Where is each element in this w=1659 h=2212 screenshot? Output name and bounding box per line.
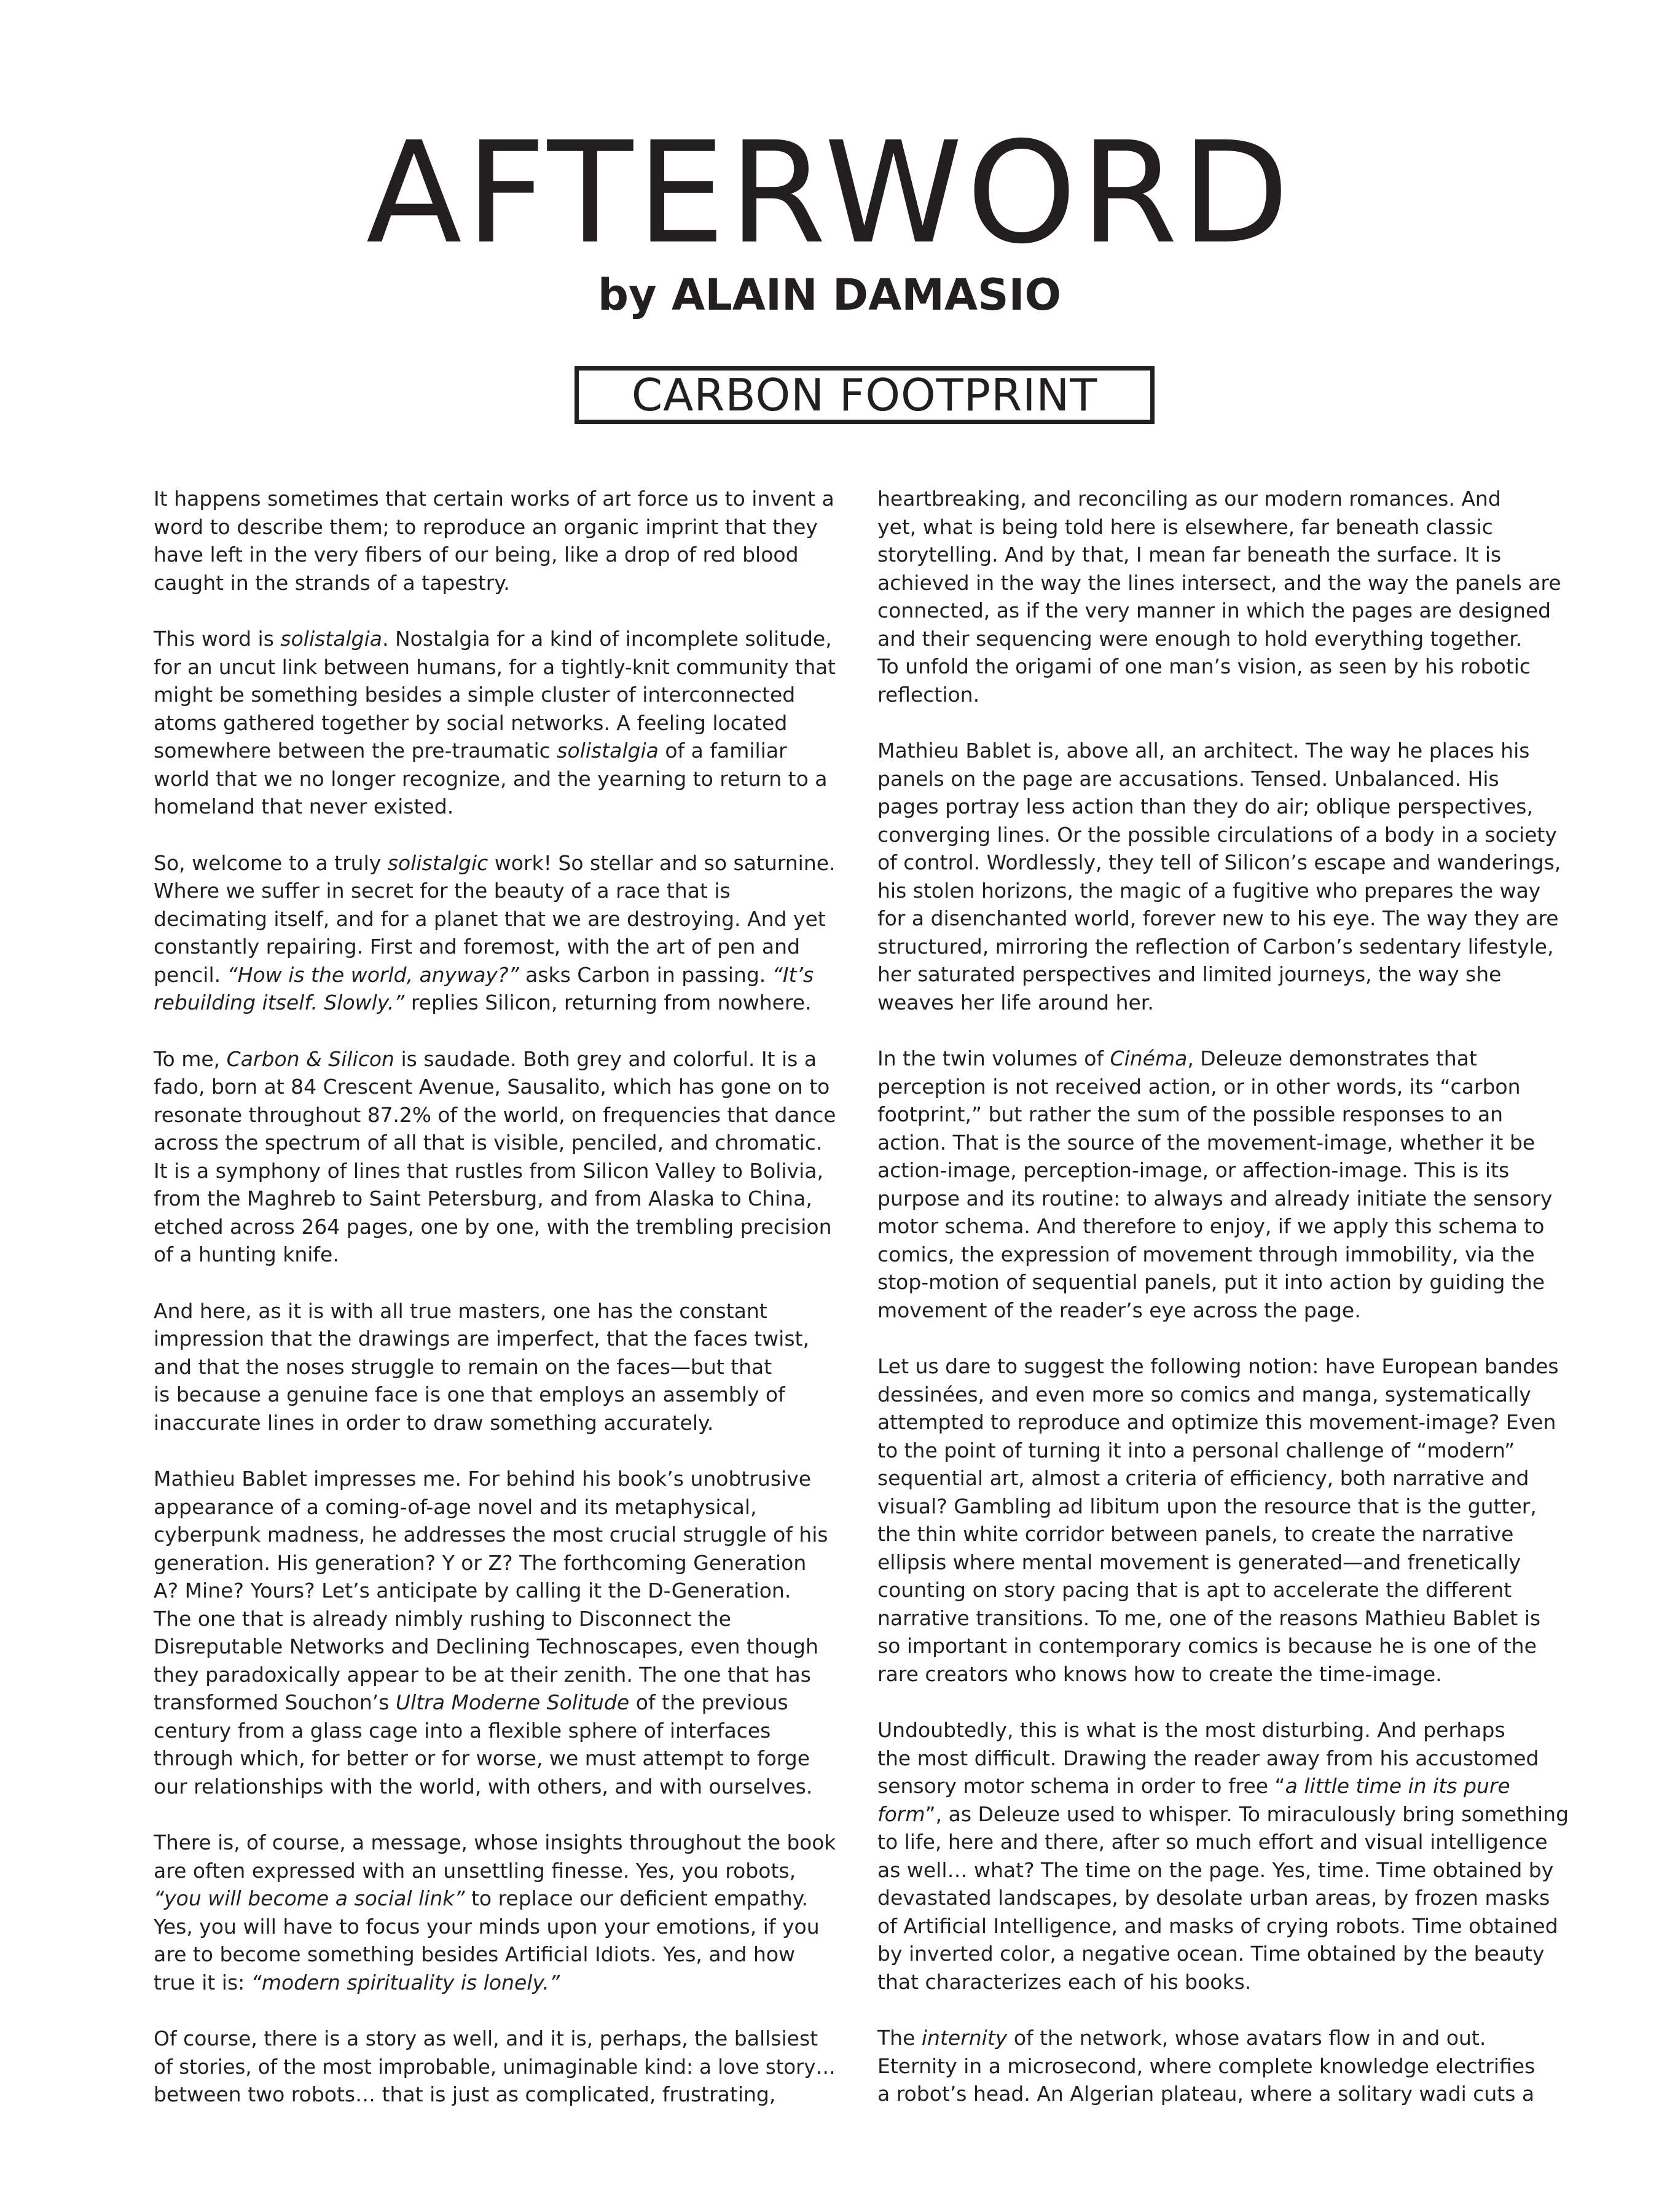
text-line: form”, as Deleuze used to whisper. To miraculously bring something: [877, 1802, 1569, 1826]
page-title: AFTERWORD: [366, 111, 1293, 275]
text-line: through which, for better or for worse, we must attempt to forge: [154, 1746, 810, 1770]
text-line: ellipsis where mental movement is generated—and frenetically: [877, 1550, 1521, 1574]
text-line: caught in the strands of a tapestry.: [154, 570, 510, 595]
text-line: constantly repairing. First and foremost, with the art of pen and: [154, 935, 801, 959]
text-line: are to become something besides Artificial Idiots. Yes, and how: [154, 1942, 796, 1966]
text-line: Of course, there is a story as well, and it is, perhaps, the ballsiest: [154, 2026, 818, 2050]
text-line: sensory motor schema in order to free “a little time in its pure: [877, 1774, 1510, 1798]
text-line: his stolen horizons, the magic of a fugitive who prepares the way: [877, 878, 1541, 903]
text-line: inaccurate lines in order to draw something accurately.: [154, 1410, 714, 1435]
text-line: visual? Gambling ad libitum upon the resource that is the gutter,: [877, 1494, 1537, 1518]
text-line: the thin white corridor between panels, to create the narrative: [877, 1522, 1514, 1546]
text-line: stop-motion of sequential panels, put it into action by guiding the: [877, 1270, 1545, 1294]
text-line: from the Maghreb to Saint Petersburg, and from Alaska to China,: [154, 1186, 812, 1210]
text-line: Let us dare to suggest the following notion: have European bandes: [877, 1354, 1559, 1378]
text-line: of control. Wordlessly, they tell of Silicon’s escape and wanderings,: [877, 850, 1561, 874]
text-line: of stories, of the most improbable, unimaginable kind: a love story…: [154, 2054, 836, 2079]
paragraph: [877, 1716, 1584, 1996]
text-line: her saturated perspectives and limited journeys, the way she: [877, 962, 1502, 986]
text-line: weaves her life around her.: [877, 990, 1154, 1014]
text-line: pencil. “How is the world, anyway?” asks Carbon in passing. “It’s: [154, 962, 814, 987]
text-line: to the point of turning it into a personal challenge of “modern”: [877, 1438, 1515, 1462]
text-line: rare creators who knows how to create the time-image.: [877, 1661, 1442, 1686]
text-line: converging lines. Or the possible circulations of a body in a society: [877, 822, 1557, 847]
paragraph: [877, 485, 1584, 708]
text-line: dessinées, and even more so comics and manga, systematically: [877, 1382, 1531, 1406]
text-line: Where we suffer in secret for the beauty of a race that is: [154, 879, 731, 903]
left-column: [154, 485, 836, 2137]
text-line: our relationships with the world, with others, and with ourselves.: [154, 1774, 813, 1798]
text-line: between two robots… that is just as complicated, frustrating,: [154, 2082, 776, 2106]
text-line: and their sequencing were enough to hold everything together.: [877, 626, 1523, 651]
text-line: that characterizes each of his books.: [877, 1969, 1252, 1994]
text-line: achieved in the way the lines intersect, and the way the panels are: [877, 570, 1561, 595]
text-line: footprint,” but rather the sum of the possible responses to an: [877, 1102, 1504, 1126]
text-line: across the spectrum of all that is visible, penciled, and chromatic.: [154, 1131, 823, 1155]
text-line: panels on the page are accusations. Tensed. Unbalanced. His: [877, 766, 1499, 791]
text-line: world that we no longer recognize, and the yearning to return to a: [154, 766, 828, 791]
text-line: fado, born at 84 Crescent Avenue, Sausalito, which has gone on to: [154, 1075, 830, 1099]
text-line: comics, the expression of movement through immobility, via the: [877, 1242, 1535, 1266]
text-line: So, welcome to a truly solistalgic work! So stellar and so saturnine.: [154, 850, 836, 875]
text-line: so important in contemporary comics is because he is one of the: [877, 1634, 1537, 1658]
text-line: atoms gathered together by social networks. A feeling located: [154, 710, 788, 735]
text-line: impression that the drawings are imperfect, that the faces twist,: [154, 1327, 809, 1351]
text-line: And here, as it is with all true masters, one has the constant: [154, 1298, 767, 1323]
text-line: This word is solistalgia. Nostalgia for a kind of incomplete solitude,: [154, 627, 832, 651]
section-title: CARBON FOOTPRINT: [631, 369, 1098, 421]
text-line: Eternity in a microsecond, where complete knowledge electrifies: [877, 2053, 1535, 2078]
text-line: might be something besides a simple cluster of interconnected: [154, 683, 796, 707]
text-line: decimating itself, and for a planet that we are destroying. And yet: [154, 906, 826, 931]
text-line: they paradoxically appear to be at their zenith. The one that has: [154, 1662, 811, 1687]
text-line: yet, what is being told here is elsewhere, far beneath classic: [877, 514, 1493, 539]
text-line: storytelling. And by that, I mean far beneath the surface. It is: [877, 543, 1502, 567]
text-line: of a hunting knife.: [154, 1242, 339, 1266]
paragraph: [154, 1297, 836, 1437]
paragraph: [154, 625, 836, 821]
text-line: and that the noses struggle to remain on the faces—but that: [154, 1354, 772, 1379]
text-line: are often expressed with an unsettling finesse. Yes, you robots,: [154, 1858, 796, 1883]
text-line: Undoubtedly, this is what is the most disturbing. And perhaps: [877, 1718, 1505, 1742]
paragraph: [154, 1465, 836, 1800]
paragraph: [154, 485, 836, 597]
text-line: for a disenchanted world, forever new to his eye. The way they are: [877, 906, 1559, 930]
paragraph: [877, 737, 1584, 1016]
text-line: Mathieu Bablet impresses me. For behind his book’s unobtrusive: [154, 1467, 812, 1491]
text-line: etched across 264 pages, one by one, with the trembling precision: [154, 1214, 832, 1239]
text-line: generation. His generation? Y or Z? The forthcoming Generation: [154, 1550, 807, 1575]
text-line: transformed Souchon’s Ultra Moderne Solitude of the previous: [154, 1690, 788, 1714]
text-line: a robot’s head. An Algerian plateau, where a solitary wadi cuts a: [877, 2082, 1535, 2106]
text-line: reflection.: [877, 682, 980, 707]
section-title-box: [575, 366, 1155, 424]
text-line: have left in the very fibers of our being, like a drop of red blood: [154, 543, 799, 567]
text-line: Yes, you will have to focus your minds upon your emotions, if you: [154, 1914, 820, 1939]
paragraph: [154, 1045, 836, 1269]
text-line: somewhere between the pre-traumatic solistalgia of a familiar: [154, 739, 787, 763]
paragraph: [877, 1352, 1584, 1688]
text-line: connected, as if the very manner in which the pages are designed: [877, 598, 1551, 622]
text-line: pages portray less action than they do air; oblique perspectives,: [877, 794, 1533, 818]
text-line: There is, of course, a message, whose insights throughout the book: [154, 1830, 836, 1854]
text-line: to life, here and there, after so much effort and visual intelligence: [877, 1830, 1548, 1854]
text-line: word to describe them; to reproduce an organic imprint that they: [154, 514, 818, 539]
text-line: To unfold the origami of one man’s vision, as seen by his robotic: [877, 654, 1531, 678]
text-line: purpose and its routine: to always and already initiate the sensory: [877, 1186, 1553, 1210]
text-line: is because a genuine face is one that employs an assembly of: [154, 1382, 785, 1406]
text-line: century from a glass cage into a flexible sphere of interfaces: [154, 1718, 771, 1743]
text-line: of Artificial Intelligence, and masks of crying robots. Time obtained: [877, 1913, 1558, 1938]
text-line: It is a symphony of lines that rustles from Silicon Valley to Bolivia,: [154, 1158, 823, 1183]
text-line: In the twin volumes of Cinéma, Deleuze demonstrates that: [877, 1046, 1477, 1070]
text-line: Mathieu Bablet is, above all, an architect. The way he places his: [877, 739, 1530, 763]
text-line: The internity of the network, whose avatars flow in and out.: [877, 2026, 1486, 2050]
text-line: rebuilding itself. Slowly.” replies Silicon, returning from nowhere.: [154, 990, 812, 1014]
text-line: “you will become a social link” to replace our deficient empathy.: [154, 1886, 808, 1910]
text-line: appearance of a coming-of-age novel and its metaphysical,: [154, 1494, 757, 1519]
text-line: The one that is already nimbly rushing to Disconnect the: [154, 1606, 731, 1631]
text-line: as well… what? The time on the page. Yes, time. Time obtained by: [877, 1857, 1554, 1882]
paragraph: [154, 849, 836, 1017]
text-line: homeland that never existed.: [154, 794, 454, 818]
text-line: movement of the reader’s eye across the page.: [877, 1298, 1361, 1322]
text-line: cyberpunk madness, he addresses the most crucial struggle of his: [154, 1523, 828, 1547]
text-line: It happens sometimes that certain works of art force us to invent a: [154, 487, 834, 511]
text-line: the most difficult. Drawing the reader away from his accustomed: [877, 1746, 1539, 1770]
text-line: heartbreaking, and reconciling as our modern romances. And: [877, 487, 1501, 511]
text-line: To me, Carbon & Silicon is saudade. Both grey and colorful. It is a: [154, 1046, 817, 1071]
text-line: action. That is the source of the movement-image, whether it be: [877, 1130, 1535, 1155]
paragraph: [877, 1045, 1584, 1324]
text-line: attempted to reproduce and optimize this movement-image? Even: [877, 1410, 1556, 1434]
text-line: action-image, perception-image, or affection-image. This is its: [877, 1158, 1510, 1182]
author-byline: by ALAIN DAMASIO: [597, 270, 1062, 320]
text-line: by inverted color, a negative ocean. Time obtained by the beauty: [877, 1942, 1545, 1966]
text-line: narrative transitions. To me, one of the reasons Mathieu Bablet is: [877, 1606, 1541, 1630]
paragraph: [154, 1829, 836, 1996]
text-line: perception is not received action, or in other words, its “carbon: [877, 1074, 1521, 1099]
right-column: [877, 485, 1584, 2136]
text-line: devastated landscapes, by desolate urban areas, by frozen masks: [877, 1886, 1550, 1910]
text-line: structured, mirroring the reflection of Carbon’s sedentary lifestyle,: [877, 934, 1554, 959]
text-line: true it is: “modern spirituality is lonely.”: [154, 1970, 560, 1994]
paragraph: [877, 2024, 1584, 2108]
text-line: sequential art, almost a criteria of efficiency, both narrative and: [877, 1466, 1529, 1490]
text-line: resonate throughout 87.2% of the world, on frequencies that dance: [154, 1102, 836, 1127]
text-line: motor schema. And therefore to enjoy, if we apply this schema to: [877, 1214, 1545, 1238]
text-line: A? Mine? Yours? Let’s anticipate by calling it the D-Generation.: [154, 1579, 791, 1602]
text-line: Disreputable Networks and Declining Technoscapes, even though: [154, 1634, 818, 1658]
paragraph: [154, 2025, 836, 2109]
text-line: counting on story pacing that is apt to accelerate the different: [877, 1578, 1512, 1602]
text-line: for an uncut link between humans, for a tightly-knit community that: [154, 654, 836, 679]
